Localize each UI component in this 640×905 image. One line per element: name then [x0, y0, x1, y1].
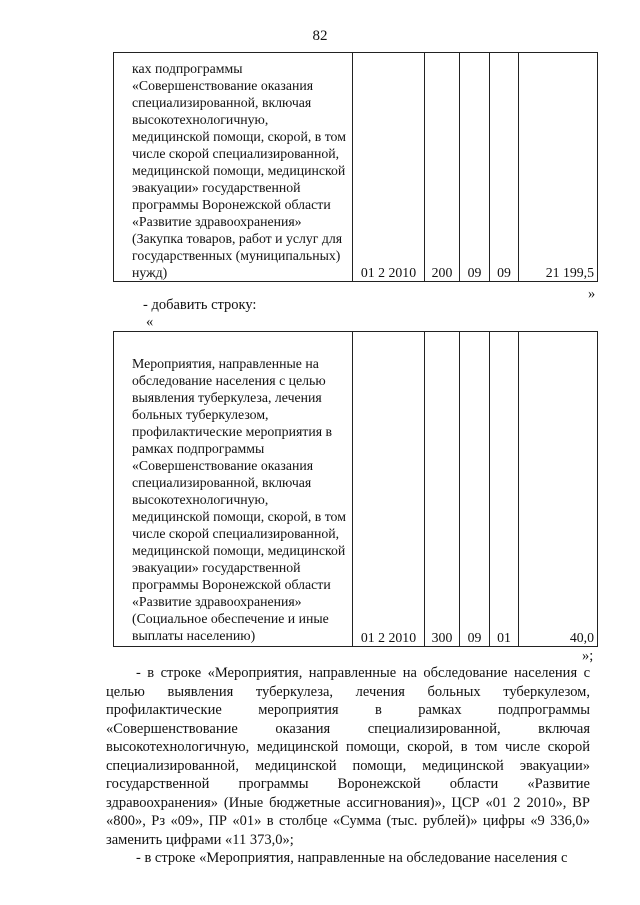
page-number: 82 [312, 28, 328, 44]
vr-cell: 300 [425, 332, 460, 647]
table-row [114, 332, 598, 647]
csr-cell: 01 2 2010 [353, 332, 425, 647]
sum-cell: 21 199,5 [519, 53, 598, 282]
pr-cell: 01 [490, 332, 519, 647]
rz-cell: 09 [460, 332, 490, 647]
budget-table-new-row [113, 331, 598, 647]
opening-quote: « [146, 314, 154, 330]
rz-cell: 09 [460, 53, 490, 282]
csr-cell: 01 2 2010 [353, 53, 425, 282]
closing-quote-1: » [588, 286, 596, 302]
table-row [114, 53, 598, 282]
row-name-cell: Мероприятия, направленные на обследование населения с целью выявления туберкулеза, лечения больных туберкулезом, профилактические мероприятия в рамках подпрограммы «Совершенствование оказания специализированной, включая высокотехнологичную, медицинской помощи, скорой, в том числе скорой специализированной, медицинской помощи, медицинской эвакуации» государственной программы Воронежской области «Развитие здравоохранения» (Социальное обеспечение и иные выплаты населению) [114, 332, 353, 647]
row-name-cell: ках подпрограммы «Совершенствование оказания специализированной, включая высокотехнологичную, медицинской помощи, скорой, в том числе скорой специализированной, медицинской помощи, медицинской эвакуации» государственной программы Воронежской области «Развитие здравоохранения» (Закупка товаров, работ и услуг для государственных (муниципальных) нужд) [114, 53, 353, 282]
amendment-text: - в строке «Мероприятия, направленные на обследование населения с целью выявления туберкулеза, лечения больных туберкулезом, профилактические мероприятия в рамках подпрограммы «Совершенствование оказания специализированной, включая высокотехнологичную, медицинской помощи, скорой, в том числе скорой специализированной, медицинской помощи, медицинской эвакуации» государственной программы Воронежской области «Развитие здравоохранения» (Иные бюджетные ассигнования)», ЦСР «01 2 2010», ВР «800», Рз «09», ПР «01» в столбце «Сумма (тыс. рублей)» цифры «9 336,0» заменить цифрами «11 373,0»; [106, 665, 590, 848]
instruction-add-row: - добавить строку: [143, 297, 257, 313]
amendment-paragraph [106, 664, 590, 868]
pr-cell: 09 [490, 53, 519, 282]
sum-cell: 40,0 [519, 332, 598, 647]
amendment-text-next: - в строке «Мероприятия, направленные на обследование населения с [136, 850, 568, 866]
vr-cell: 200 [425, 53, 460, 282]
closing-quote-2: »; [582, 648, 594, 664]
budget-table-existing-row [113, 52, 598, 282]
